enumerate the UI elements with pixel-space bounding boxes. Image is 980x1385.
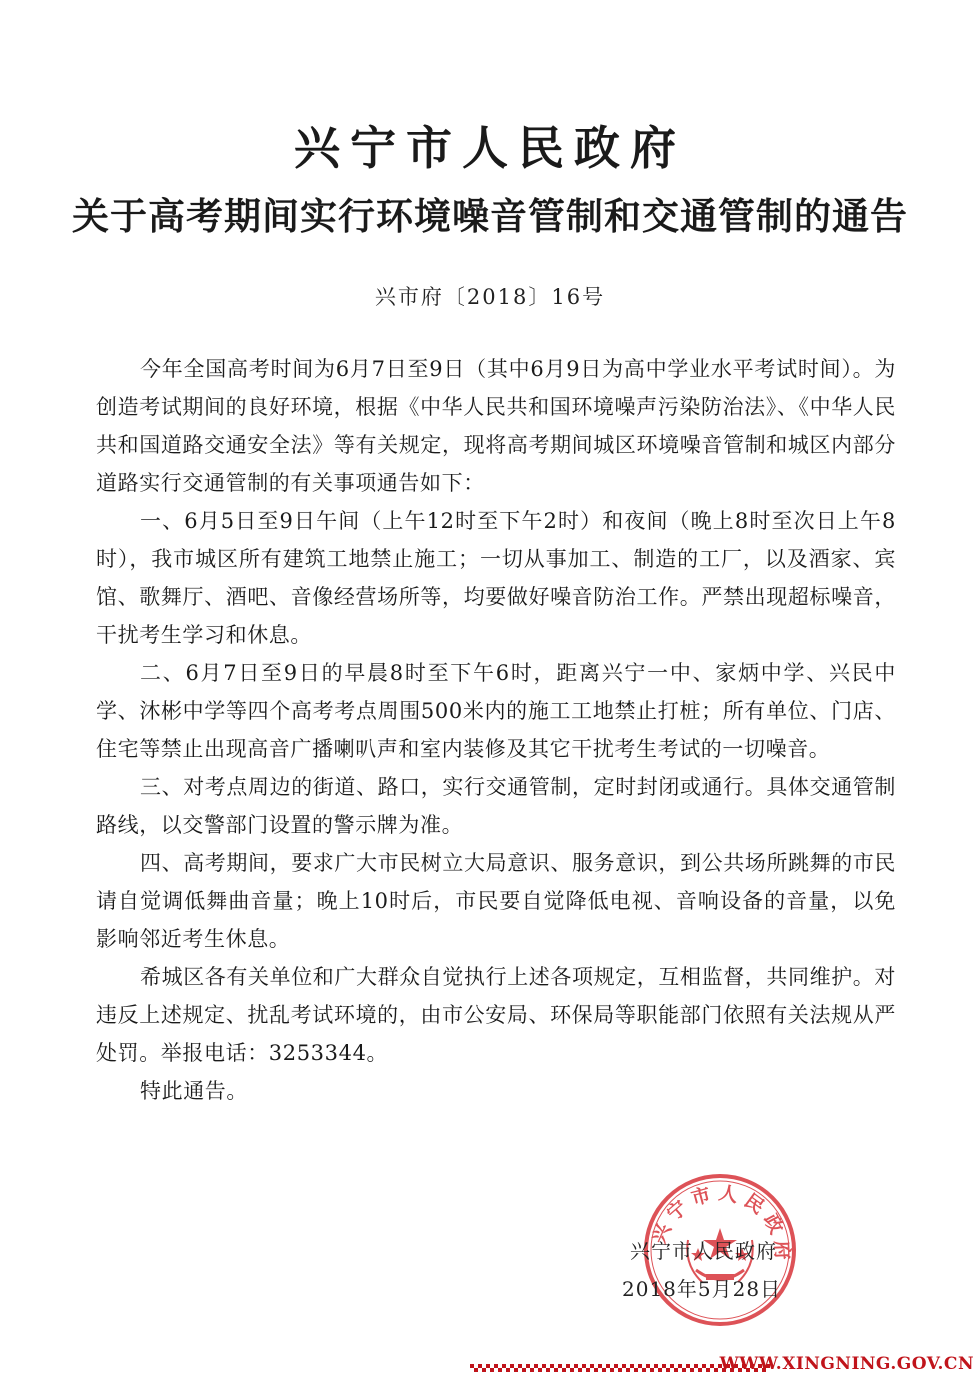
- footer-ribbon-cell: [474, 1368, 478, 1372]
- footer-ribbon-cell: [630, 1364, 634, 1368]
- footer-ribbon-cell: [658, 1368, 662, 1372]
- footer-ribbon-cell: [542, 1364, 546, 1368]
- footer-ribbon-cell: [486, 1364, 490, 1368]
- footer-ribbon-cell: [550, 1364, 554, 1368]
- paragraph-intro: 今年全国高考时间为6月7日至9日（其中6月9日为高中学业水平考试时间）。为创造考试期间的良好环境，根据《中华人民共和国环境噪声污染防治法》、《中华人民共和国道路交通安全法》等有关规定，现将高考期间城区环境噪音管制和城区内部分道路实行交通管制的有关事项通告如下：: [96, 357, 896, 495]
- footer-ribbon-cell: [614, 1364, 618, 1368]
- footer-ribbon-cell: [706, 1368, 710, 1372]
- paragraph-item-4: 四、高考期间，要求广大市民树立大局意识、服务意识，到公共场所跳舞的市民请自觉调低舞曲音量；晚上10时后，市民要自觉降低电视、音响设备的音量，以免影响邻近考生休息。: [96, 851, 896, 951]
- signature-date: 2018年5月28日: [622, 1277, 782, 1301]
- footer-ribbon-cell: [514, 1368, 518, 1372]
- footer-ribbon-cell: [650, 1368, 654, 1372]
- footer-ribbon-cell: [610, 1368, 614, 1372]
- footer-ribbon-cell: [534, 1364, 538, 1368]
- footer-ribbon-cell: [698, 1368, 702, 1372]
- paragraph-item-3: 三、对考点周边的街道、路口，实行交通管制，定时封闭或通行。具体交通管制路线，以交警部门设置的警示牌为准。: [96, 775, 896, 837]
- footer-ribbon-cell: [470, 1364, 474, 1368]
- footer-ribbon-cell: [674, 1368, 678, 1372]
- document-title: 兴宁市人民政府: [294, 121, 686, 175]
- footer-ribbon-cell: [506, 1368, 510, 1372]
- footer-ribbon-cell: [494, 1364, 498, 1368]
- footer-ribbon-cell: [518, 1364, 522, 1368]
- footer-ribbon-cell: [686, 1364, 690, 1368]
- footer-ribbon-cell: [562, 1368, 566, 1372]
- footer-ribbon-cell: [690, 1368, 694, 1372]
- footer-ribbon-cell: [530, 1368, 534, 1372]
- signature-organization: 兴宁市人民政府: [630, 1239, 777, 1263]
- footer-ribbon-cell: [694, 1364, 698, 1368]
- footer-ribbon-cell: [526, 1364, 530, 1368]
- footer-ribbon-cell: [498, 1368, 502, 1372]
- footer-ribbon-cell: [574, 1364, 578, 1368]
- footer-ribbon-cell: [678, 1364, 682, 1368]
- footer-ribbon-cell: [662, 1364, 666, 1368]
- footer-ribbon-cell: [546, 1368, 550, 1372]
- footer-ribbon-cell: [602, 1368, 606, 1372]
- footer-ribbon-cell: [682, 1368, 686, 1372]
- footer-ribbon-cell: [666, 1368, 670, 1372]
- footer-ribbon-cell: [626, 1368, 630, 1372]
- paragraph-closing: 特此通告。: [140, 1079, 248, 1103]
- footer-ribbon-cell: [638, 1364, 642, 1368]
- footer-ribbon-cell: [714, 1368, 718, 1372]
- footer-ribbon-cell: [634, 1368, 638, 1372]
- document-subtitle: 关于高考期间实行环境噪音管制和交通管制的通告: [72, 194, 908, 238]
- footer-ribbon-cell: [510, 1364, 514, 1368]
- footer-ribbon-cell: [502, 1364, 506, 1368]
- footer-ribbon-cell: [578, 1368, 582, 1372]
- paragraph-item-1: 一、6月5日至9日午间（上午12时至下午2时）和夜间（晚上8时至次日上午8时），我市城区所有建筑工地禁止施工；一切从事加工、制造的工厂，以及酒家、宾馆、歌舞厅、酒吧、音像经营场所等，均要做好噪音防治工作。严禁出现超标噪音，干扰考生学习和休息。: [96, 509, 896, 647]
- svg-text:兴宁市人民政府: 兴宁市人民政府: [648, 1181, 794, 1267]
- footer-ribbon-cell: [670, 1364, 674, 1368]
- footer-website-link[interactable]: WWW.XINGNING.GOV.CN: [719, 1354, 974, 1374]
- footer-ribbon-cell: [606, 1364, 610, 1368]
- footer-ribbon-cell: [558, 1364, 562, 1368]
- footer-ribbon-cell: [590, 1364, 594, 1368]
- footer-ribbon-cell: [482, 1368, 486, 1372]
- footer-ribbon-cell: [582, 1364, 586, 1368]
- document-number: 兴市府〔2018〕16号: [374, 285, 606, 309]
- footer-ribbon-cell: [554, 1368, 558, 1372]
- footer-ribbon-cell: [646, 1364, 650, 1368]
- footer-ribbon-cell: [594, 1368, 598, 1372]
- footer-ribbon-cell: [702, 1364, 706, 1368]
- paragraph-appeal: 希城区各有关单位和广大群众自觉执行上述各项规定，互相监督，共同维护。对违反上述规定、扰乱考试环境的，由市公安局、环保局等职能部门依照有关法规从严处罚。举报电话：3253344。: [96, 965, 896, 1065]
- footer-ribbon-cell: [538, 1368, 542, 1372]
- paragraph-item-2: 二、6月7日至9日的早晨8时至下午6时，距离兴宁一中、家炳中学、兴民中学、沐彬中学等四个高考考点周围500米内的施工工地禁止打桩；所有单位、门店、住宅等禁止出现高音广播喇叭声和室内装修及其它干扰考生考试的一切噪音。: [96, 661, 896, 761]
- footer-ribbon-cell: [586, 1368, 590, 1372]
- footer-ribbon-cell: [598, 1364, 602, 1368]
- document-body: [96, 350, 896, 1110]
- footer-ribbon-cell: [570, 1368, 574, 1372]
- footer-ribbon-cell: [478, 1364, 482, 1368]
- footer-ribbon-cell: [566, 1364, 570, 1368]
- footer-ribbon-cell: [710, 1364, 714, 1368]
- footer-ribbon-cell: [522, 1368, 526, 1372]
- footer-ribbon-cell: [642, 1368, 646, 1372]
- footer-ribbon-cell: [618, 1368, 622, 1372]
- footer-ribbon-cell: [622, 1364, 626, 1368]
- footer-ribbon-cell: [654, 1364, 658, 1368]
- footer-ribbon-cell: [490, 1368, 494, 1372]
